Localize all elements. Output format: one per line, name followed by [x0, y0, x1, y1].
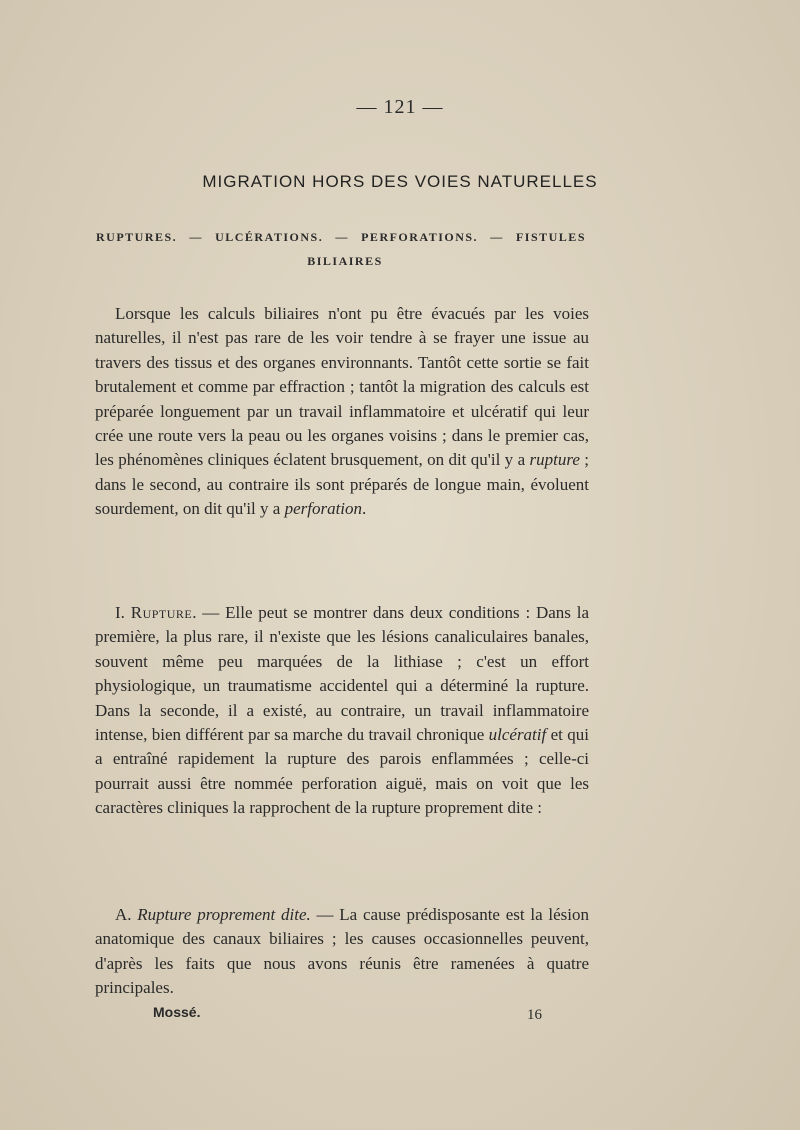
- paragraph-intro-text-2: ; dans le second, au contraire ils sont préparés de longue main, évoluent sourdement, on dit qu'il y a: [95, 450, 589, 519]
- paragraph-causes-text: — La cause prédisposante est la lésion anatomique des canaux biliaires ; les causes occasionnelles peuvent, d'après les faits que nous avons réunis être ramenées à quatre principales.: [95, 905, 589, 998]
- subsection-prefix: A.: [115, 905, 138, 924]
- sheet-number: 16: [527, 1007, 542, 1023]
- section-label-rupture: Rupture: [130, 603, 193, 622]
- paragraph-rupture-text-1: . — Elle peut se montrer dans deux conditions : Dans la première, la plus rare, il n'existe que les lésions canaliculaires banales, souvent même peu marquées de la lithiase ; c'est un effort physiologique, un traumatisme accidentel qui a déterminé la rupture. Dans la seconde, il a existé, au contraire, un travail inflammatoire intense, bien différent par sa marche du travail chronique: [95, 603, 589, 745]
- paragraph-intro-text-3: .: [362, 499, 367, 519]
- section-subheading-line1: RUPTURES. — ULCÉRATIONS. — PERFORATIONS. — FISTULES: [96, 230, 586, 244]
- emphasis-perforation: perforation: [284, 499, 363, 519]
- bleed-through-text: [120, 150, 124, 167]
- page-number: — 121 —: [356, 96, 444, 118]
- subsection-title: Rupture proprement dite.: [137, 905, 311, 924]
- printer-signature: Mossé.: [153, 1004, 201, 1020]
- paragraph-intro: [95, 302, 589, 522]
- paragraph-rupture: [95, 601, 589, 821]
- paragraph-intro-text-1: Lorsque les calculs biliaires n'ont pu être évacués par les voies naturelles, il n'est pas rare de les voir tendre à se frayer une issue au travers des tissus et des organes environnants. Tantôt cette sortie se fait brutalement et comme par effraction ; tantôt la migration des calculs est préparée longuement par un travail inflammatoire et ulcératif qui leur crée une route vers la peau ou les organes voisins ; dans le premier cas, les phénomènes cliniques éclatent brusquement, on dit qu'il y a: [95, 304, 589, 470]
- emphasis-rupture: rupture: [529, 450, 580, 470]
- emphasis-ulceratif: ulcératif: [488, 725, 547, 745]
- section-numeral: I.: [115, 603, 131, 622]
- paragraph-rupture-proprement-dite: [95, 903, 589, 1001]
- paragraph-rupture-text-2: et qui a entraîné rapidement la rupture des parois enflammées ; celle-ci pourrait aussi être nommée perforation aiguë, mais on voit que les caractères cliniques la rapprochent de la rupture proprement dite :: [95, 725, 589, 818]
- section-subheading-line2: BILIAIRES: [307, 254, 383, 268]
- chapter-title: MIGRATION HORS DES VOIES NATURELLES: [202, 172, 598, 191]
